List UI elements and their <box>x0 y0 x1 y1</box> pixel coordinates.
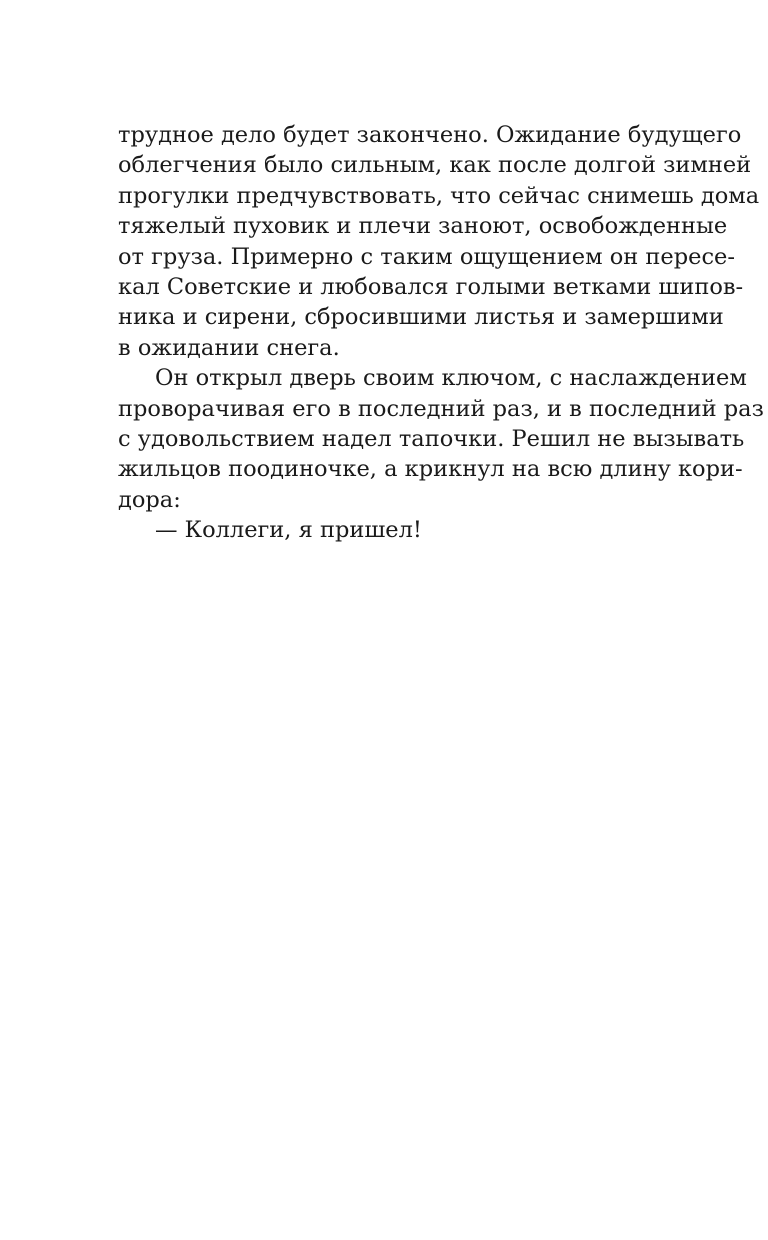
paragraph-3-dialogue <box>118 515 658 545</box>
text-line: дора: <box>118 486 181 513</box>
dialogue-line: — Коллеги, я пришел! <box>155 517 422 544</box>
text-line: кал Советские и любовался голыми ветками шипов- <box>118 273 744 300</box>
text-line: тяжелый пуховик и плечи заноют, освобожденные <box>118 213 728 240</box>
body-text <box>118 120 764 545</box>
text-line: облегчения было сильным, как после долгой зимней <box>118 152 752 179</box>
text-line: от груза. Примерно с таким ощущением он пересе- <box>118 243 735 270</box>
text-line: жильцов поодиночке, а крикнул на всю длину кори- <box>118 456 743 483</box>
text-line: проворачивая его в последний раз, и в последний раз <box>118 395 764 422</box>
text-line: трудное дело будет закончено. Ожидание будущего <box>118 122 742 148</box>
text-line: с удовольствием надел тапочки. Решил не вызывать <box>118 425 745 452</box>
text-line: ника и сирени, сбросившими листья и замершими <box>118 304 724 331</box>
text-line: Он открыл дверь своим ключом, с наслаждением <box>155 365 747 392</box>
text-line: прогулки предчувствовать, что сейчас снимешь дома <box>118 182 760 209</box>
text-line: в ожидании снега. <box>118 334 340 361</box>
paragraph-2 <box>118 363 764 515</box>
paragraph-1 <box>118 120 760 363</box>
